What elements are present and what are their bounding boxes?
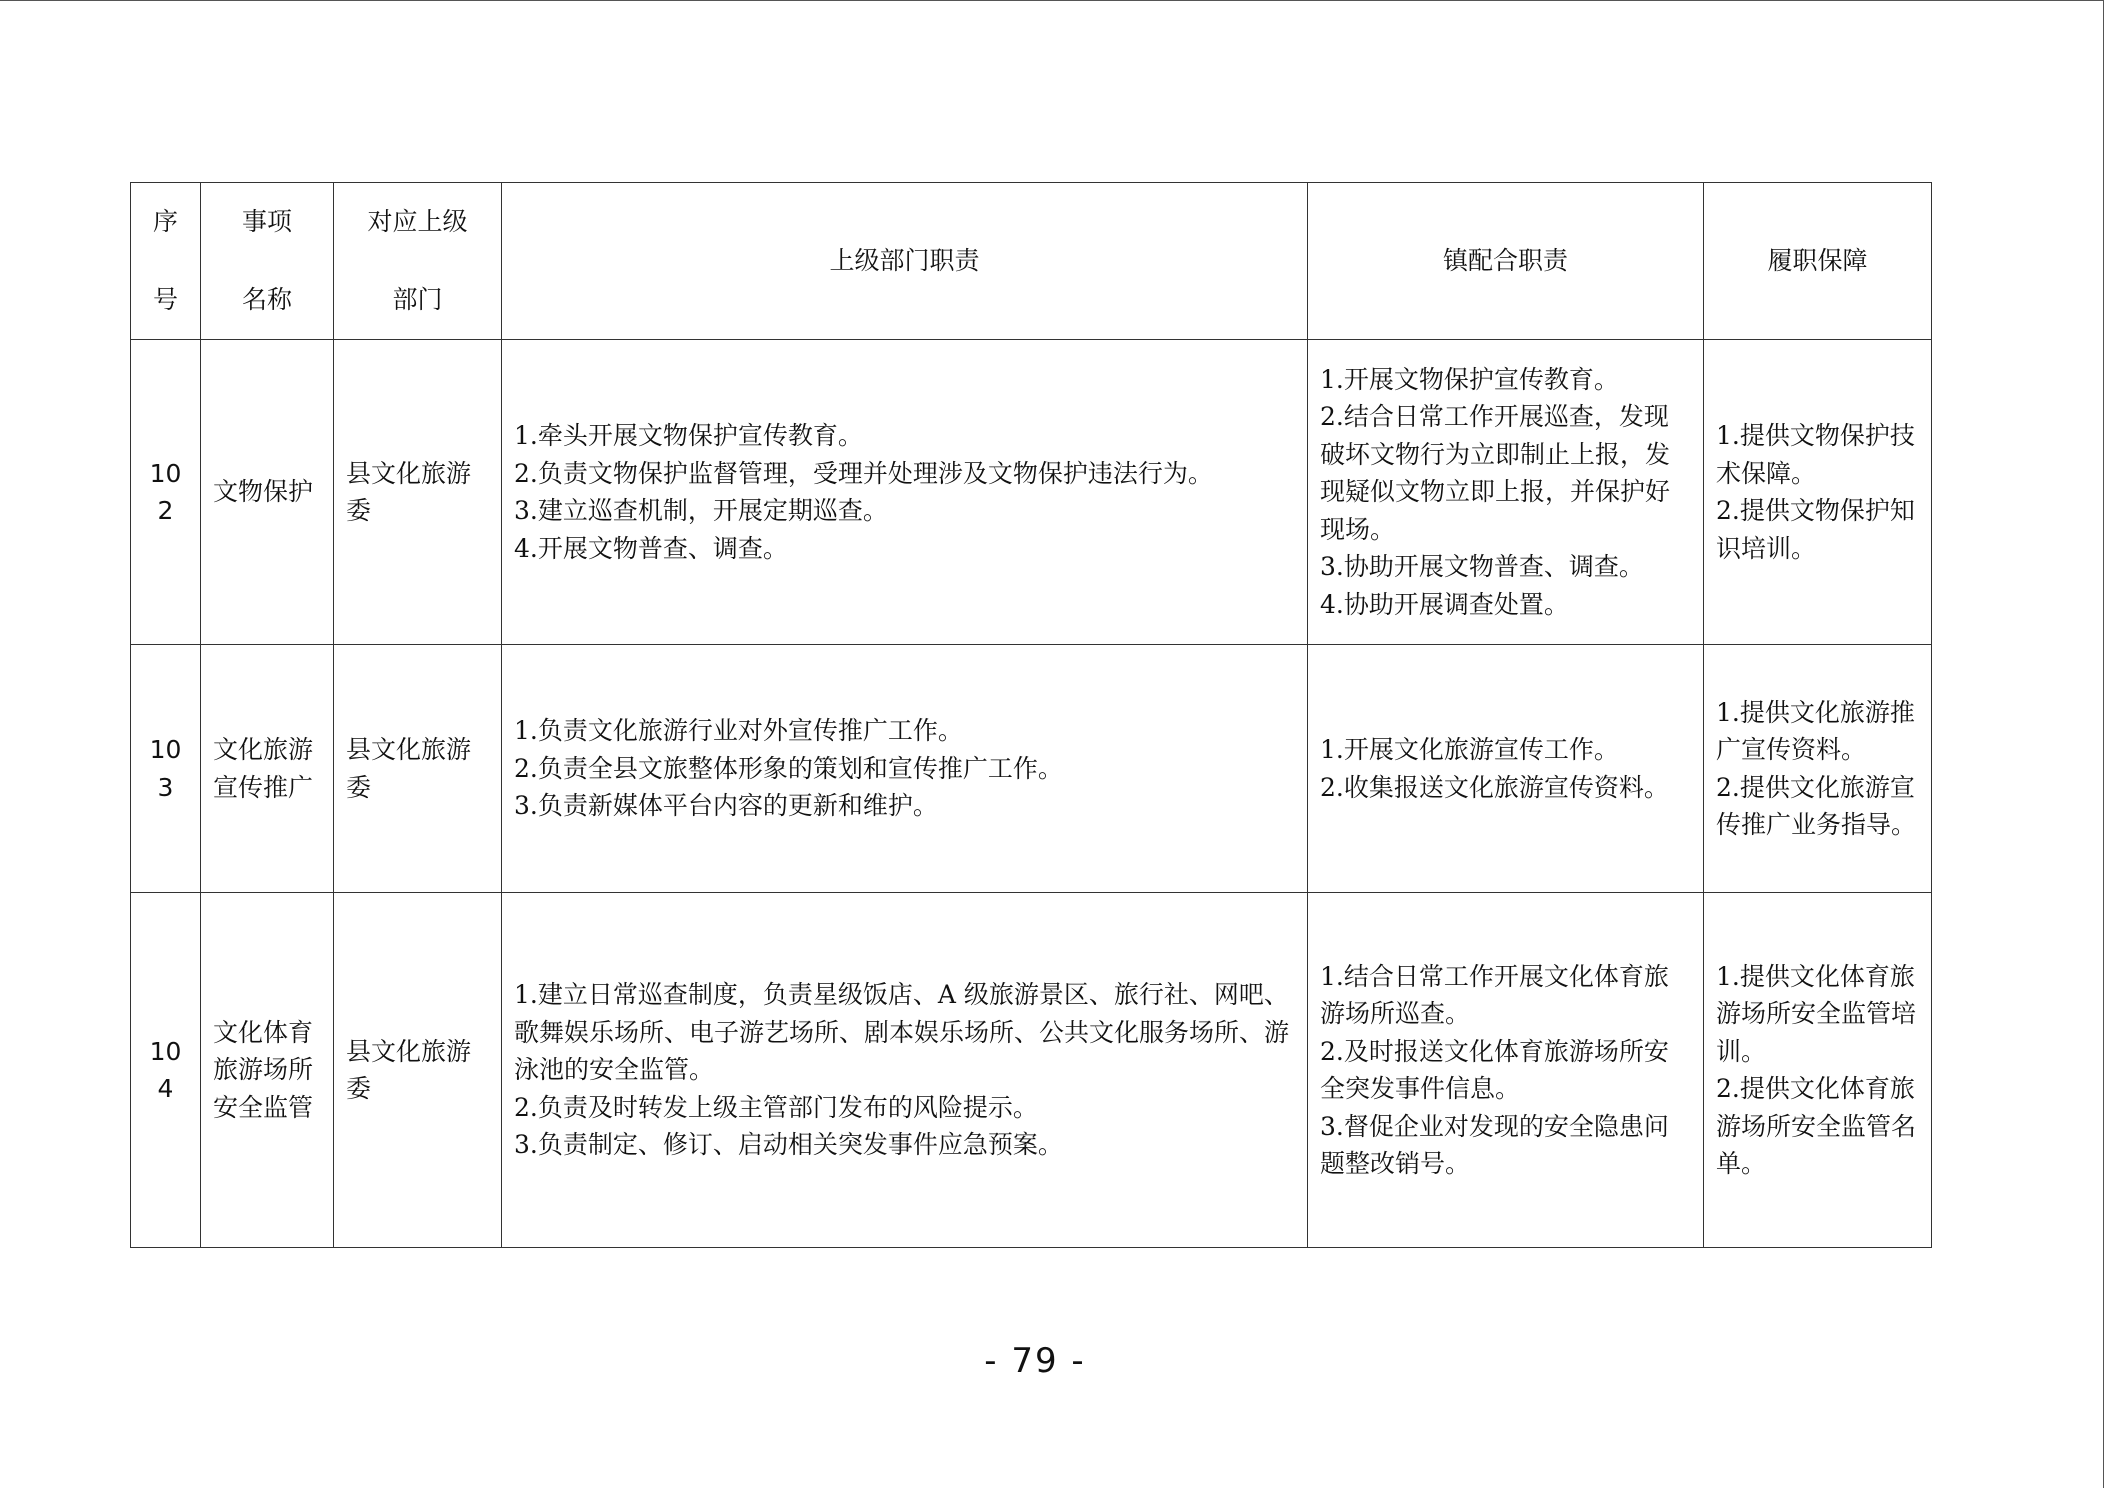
- duty-line: 2.收集报送文化旅游宣传资料。: [1320, 772, 1669, 802]
- duty-line: 2.负责全县文旅整体形象的策划和宣传推广工作。: [514, 753, 1063, 783]
- row-number: 103: [131, 645, 201, 893]
- table-row: [131, 340, 1932, 645]
- item-name: 文化旅游宣传推广: [201, 645, 334, 893]
- guarantee-line: 2.提供文物保护知识培训。: [1716, 496, 1915, 563]
- item-name: 文化体育旅游场所安全监管: [201, 893, 334, 1248]
- duty-line: 1.牵头开展文物保护宣传教育。: [514, 421, 863, 450]
- town-duties: [1308, 340, 1704, 645]
- duty-line: 4.协助开展调查处置。: [1320, 589, 1569, 619]
- duty-line: 1.开展文物保护宣传教育。: [1320, 364, 1619, 394]
- header-seq: [131, 183, 201, 340]
- item-name: 文物保护: [201, 340, 334, 645]
- superior-dept: 县文化旅游委: [334, 340, 502, 645]
- header-town-duties: 镇配合职责: [1308, 183, 1704, 340]
- guarantee: [1704, 893, 1932, 1248]
- header-item-name: [201, 183, 334, 340]
- header-superior-duties: 上级部门职责: [502, 183, 1308, 340]
- duty-line: 3.负责制定、修订、启动相关突发事件应急预案。: [514, 1130, 1063, 1160]
- guarantee-line: 2.提供文化体育旅游场所安全监管名单。: [1716, 1074, 1917, 1178]
- row-number: 102: [131, 340, 201, 645]
- table-header-row: [131, 183, 1932, 340]
- table-row: [131, 893, 1932, 1248]
- page-number: - 79 -: [984, 1341, 1086, 1381]
- guarantee-line: 2.提供文化旅游宣传推广业务指导。: [1716, 772, 1917, 839]
- header-superior-dept: [334, 183, 502, 340]
- header-dept-line2: 部门: [392, 285, 443, 314]
- duty-line: 2.负责及时转发上级主管部门发布的风险提示。: [514, 1092, 1038, 1122]
- town-duties: [1308, 645, 1704, 893]
- header-guarantee: 履职保障: [1704, 183, 1932, 340]
- row-number: 104: [131, 893, 201, 1248]
- duty-line: 2.结合日常工作开展巡查，发现破坏文物行为立即制止上报，发现疑似文物立即上报，并保护好现场。: [1320, 402, 1671, 544]
- superior-duties: [502, 340, 1308, 645]
- superior-duties: [502, 893, 1308, 1248]
- guarantee-line: 1.提供文化体育旅游场所安全监管培训。: [1716, 961, 1917, 1066]
- header-name-line2: 名称: [241, 285, 292, 314]
- duty-line: 3.建立巡查机制，开展定期巡查。: [514, 496, 888, 525]
- duty-table: [130, 182, 1932, 1248]
- town-duties: [1308, 893, 1704, 1248]
- superior-dept: 县文化旅游委: [334, 893, 502, 1248]
- table-row: [131, 645, 1932, 893]
- superior-duties: [502, 645, 1308, 893]
- header-name-line1: 事项: [241, 207, 292, 236]
- duty-line: 3.协助开展文物普查、调查。: [1320, 552, 1644, 582]
- duty-line: 4.开展文物普查、调查。: [514, 533, 788, 563]
- duty-line: 1.建立日常巡查制度，负责星级饭店、A 级旅游景区、旅行社、网吧、歌舞娱乐场所、电子游艺场所、剧本娱乐场所、公共文化服务场所、游泳池的安全监管。: [514, 980, 1290, 1085]
- header-seq-line2: 号: [152, 285, 178, 314]
- duty-line: 3.负责新媒体平台内容的更新和维护。: [514, 791, 938, 821]
- duty-line: 2.负责文物保护监督管理，受理并处理涉及文物保护违法行为。: [514, 458, 1213, 488]
- duty-line: 1.开展文化旅游宣传工作。: [1320, 735, 1619, 764]
- duty-line: 2.及时报送文化体育旅游场所安全突发事件信息。: [1320, 1036, 1669, 1103]
- header-dept-line1: 对应上级: [367, 207, 468, 236]
- duty-line: 1.负责文化旅游行业对外宣传推广工作。: [514, 716, 963, 746]
- superior-dept: 县文化旅游委: [334, 645, 502, 893]
- guarantee-line: 1.提供文物保护技术保障。: [1716, 421, 1915, 488]
- guarantee: [1704, 645, 1932, 893]
- guarantee: [1704, 340, 1932, 645]
- header-seq-line1: 序: [152, 207, 178, 236]
- duty-line: 1.结合日常工作开展文化体育旅游场所巡查。: [1320, 961, 1669, 1028]
- duty-line: 3.督促企业对发现的安全隐患问题整改销号。: [1320, 1111, 1669, 1178]
- guarantee-line: 1.提供文化旅游推广宣传资料。: [1716, 697, 1915, 764]
